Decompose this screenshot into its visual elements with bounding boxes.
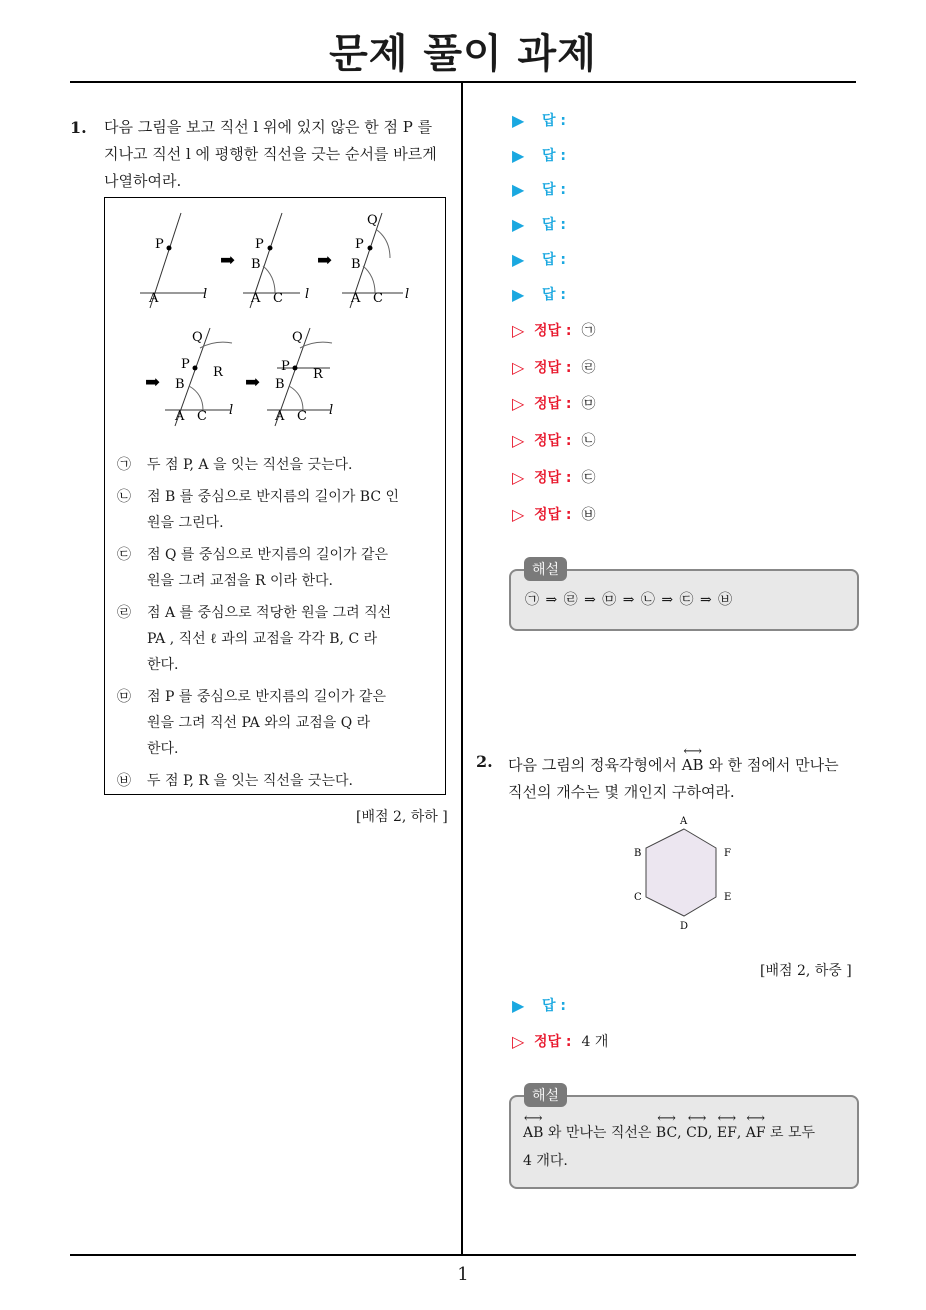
column-divider: [461, 83, 463, 1256]
svg-text:R: R: [313, 367, 323, 382]
correct-answer-row: ▷ 정답 : ㉥: [512, 504, 596, 524]
list-item: [117, 600, 437, 678]
footer-rule: [70, 1254, 856, 1256]
solution-text: ㉠ ⇒ ㉣ ⇒ ㉤ ⇒ ㉡ ⇒ ㉢ ⇒ ㉥: [525, 592, 734, 608]
answer-row[interactable]: ▶ 답 :: [512, 145, 566, 165]
step-line: 점 B 를 중심으로 반지름의 길이가 BC 인: [147, 489, 400, 505]
svg-text:P: P: [181, 357, 190, 372]
svg-text:P: P: [355, 237, 364, 252]
list-item: [117, 452, 437, 478]
step-line: 점 P 를 중심으로 반지름의 길이가 같은: [147, 689, 386, 705]
construction-step-5: [267, 328, 333, 426]
solution-text: ⟷ AB 와 만나는 직선은 ⟷ BC, ⟷ CD, ⟷ EF, ⟷ AF 로 모두 4 개다.: [523, 1119, 848, 1175]
question-2-text-line: 다음 그림의 정육각형에서 ⟷ AB 와 한 점에서 만나는: [508, 752, 858, 779]
svg-text:Q: Q: [367, 213, 378, 228]
svg-text:P: P: [281, 359, 290, 374]
list-item: [117, 768, 437, 794]
step-line: 원을 그려 직선 PA 와의 교점을 Q 라: [147, 715, 371, 731]
step-line: 점 A 를 중심으로 적당한 원을 그려 직선: [147, 605, 392, 621]
correct-answer-row: ▷ 정답 : ㉡: [512, 430, 596, 450]
solution-tag: 해설: [524, 1083, 567, 1107]
arrow-right-icon: ➡: [220, 250, 236, 271]
svg-text:B: B: [275, 377, 285, 392]
step-line: 두 점 P, A 을 잇는 직선을 긋는다.: [147, 457, 353, 473]
hexagon-shape: [646, 829, 716, 916]
construction-step-1: [140, 213, 207, 308]
question-1-text-line: 나열하여라.: [104, 172, 182, 190]
hexagon-label: A: [680, 816, 688, 827]
svg-text:A: A: [351, 291, 361, 306]
play-icon: ▶: [512, 179, 525, 199]
hexagon-label: C: [634, 892, 642, 903]
line-AB: ⟷ AB: [682, 752, 704, 779]
svg-text:Q: Q: [292, 330, 303, 345]
svg-text:Q: Q: [192, 330, 203, 345]
svg-text:B: B: [175, 377, 185, 392]
label-P: P: [155, 237, 164, 252]
question-1-figure-box: [104, 197, 446, 795]
step-line: 한다.: [147, 741, 179, 757]
list-item: [117, 542, 437, 594]
answer-row[interactable]: ▶ 답 :: [512, 249, 566, 269]
svg-text:A: A: [251, 291, 261, 306]
svg-text:C: C: [373, 291, 383, 306]
solution-tag: 해설: [524, 557, 567, 581]
construction-step-4: [165, 328, 233, 426]
step-mark: ㉡: [117, 489, 131, 505]
question-1-text: [104, 114, 454, 195]
play-outline-icon: ▷: [512, 504, 525, 524]
svg-text:A: A: [175, 409, 185, 424]
hexagon-label: E: [724, 892, 732, 903]
step-mark: ㉢: [117, 547, 131, 563]
question-1-grade: [배점 2, 하하 ]: [356, 809, 448, 825]
correct-answer-row: ▷ 정답 : ㉠: [512, 320, 596, 340]
play-icon: ▶: [512, 249, 525, 269]
list-item: [117, 684, 437, 762]
construction-step-3: [342, 213, 409, 308]
step-mark: ㉤: [117, 689, 131, 705]
question-1-text-line: 다음 그림을 보고 직선 l 위에 있지 않은 한 점 P 를: [104, 118, 433, 136]
question-2-number: 2.: [476, 752, 493, 771]
step-mark: ㉠: [117, 457, 131, 473]
answer-row[interactable]: ▶ 답 :: [512, 110, 566, 130]
label-l: l: [203, 287, 208, 302]
correct-answer-row: ▷ 정답 : ㉢: [512, 467, 596, 487]
hexagon-label: D: [680, 921, 689, 932]
step-mark: ㉥: [117, 773, 131, 789]
question-2-text-line: 직선의 개수는 몇 개인지 구하여라.: [508, 783, 735, 801]
arrow-right-icon: ➡: [245, 372, 261, 393]
step-mark: ㉣: [117, 605, 131, 621]
svg-text:A: A: [275, 409, 285, 424]
question-2-grade: [배점 2, 하중 ]: [760, 963, 852, 979]
svg-text:C: C: [197, 409, 207, 424]
step-line: 원을 그린다.: [147, 515, 224, 531]
list-item: [117, 484, 437, 536]
step-line: 두 점 P, R 을 잇는 직선을 긋는다.: [147, 773, 353, 789]
page-title: 문제 풀이 과제: [329, 31, 597, 77]
step-line: PA , 직선 ℓ 과의 교점을 각각 B, C 라: [147, 631, 378, 647]
step-line: 점 Q 를 중심으로 반지름의 길이가 같은: [147, 547, 389, 563]
svg-text:P: P: [255, 237, 264, 252]
arrow-right-icon: ➡: [317, 250, 333, 271]
question-1-text-line: 지나고 직선 l 에 평행한 직선을 긋는 순서를 바르게: [104, 145, 437, 163]
arrow-right-icon: ➡: [145, 372, 161, 393]
step-list: [117, 452, 437, 800]
answer-row[interactable]: ▶ 답 :: [512, 995, 566, 1015]
play-icon: ▶: [512, 214, 525, 234]
answer-row[interactable]: ▶ 답 :: [512, 179, 566, 199]
play-outline-icon: ▷: [512, 1031, 525, 1051]
play-outline-icon: ▷: [512, 357, 525, 377]
svg-text:l: l: [305, 287, 310, 302]
svg-text:B: B: [251, 257, 261, 272]
page-number: 1: [457, 1264, 469, 1285]
svg-text:l: l: [405, 287, 410, 302]
question-2-text: [508, 752, 858, 806]
svg-text:l: l: [329, 403, 334, 418]
hexagon-label: F: [724, 848, 731, 859]
answer-row[interactable]: ▶ 답 :: [512, 214, 566, 234]
hexagon-diagram: [628, 812, 743, 932]
label-A: A: [149, 291, 159, 306]
play-icon: ▶: [512, 284, 525, 304]
construction-diagram: [105, 198, 445, 448]
construction-step-2: [243, 213, 309, 308]
step-line: 한다.: [147, 657, 179, 673]
correct-answer-row: ▷ 정답 : ㉣: [512, 357, 596, 377]
answer-row[interactable]: ▶ 답 :: [512, 284, 566, 304]
svg-text:l: l: [229, 403, 234, 418]
play-icon: ▶: [512, 995, 525, 1015]
svg-text:C: C: [273, 291, 283, 306]
hexagon-label: B: [634, 848, 642, 859]
svg-text:C: C: [297, 409, 307, 424]
play-icon: ▶: [512, 110, 525, 130]
step-line: 원을 그려 교점을 R 이라 한다.: [147, 573, 334, 589]
correct-answer-row: ▷ 정답 : ㉤: [512, 393, 596, 413]
header-rule: [70, 81, 856, 83]
play-outline-icon: ▷: [512, 467, 525, 487]
svg-text:R: R: [213, 365, 223, 380]
solution-box: [509, 1095, 859, 1189]
question-1-number: 1.: [70, 118, 87, 137]
svg-text:B: B: [351, 257, 361, 272]
correct-answer-row: ▷ 정답 : 4 개: [512, 1031, 609, 1051]
play-outline-icon: ▷: [512, 393, 525, 413]
play-outline-icon: ▷: [512, 320, 525, 340]
play-icon: ▶: [512, 145, 525, 165]
play-outline-icon: ▷: [512, 430, 525, 450]
